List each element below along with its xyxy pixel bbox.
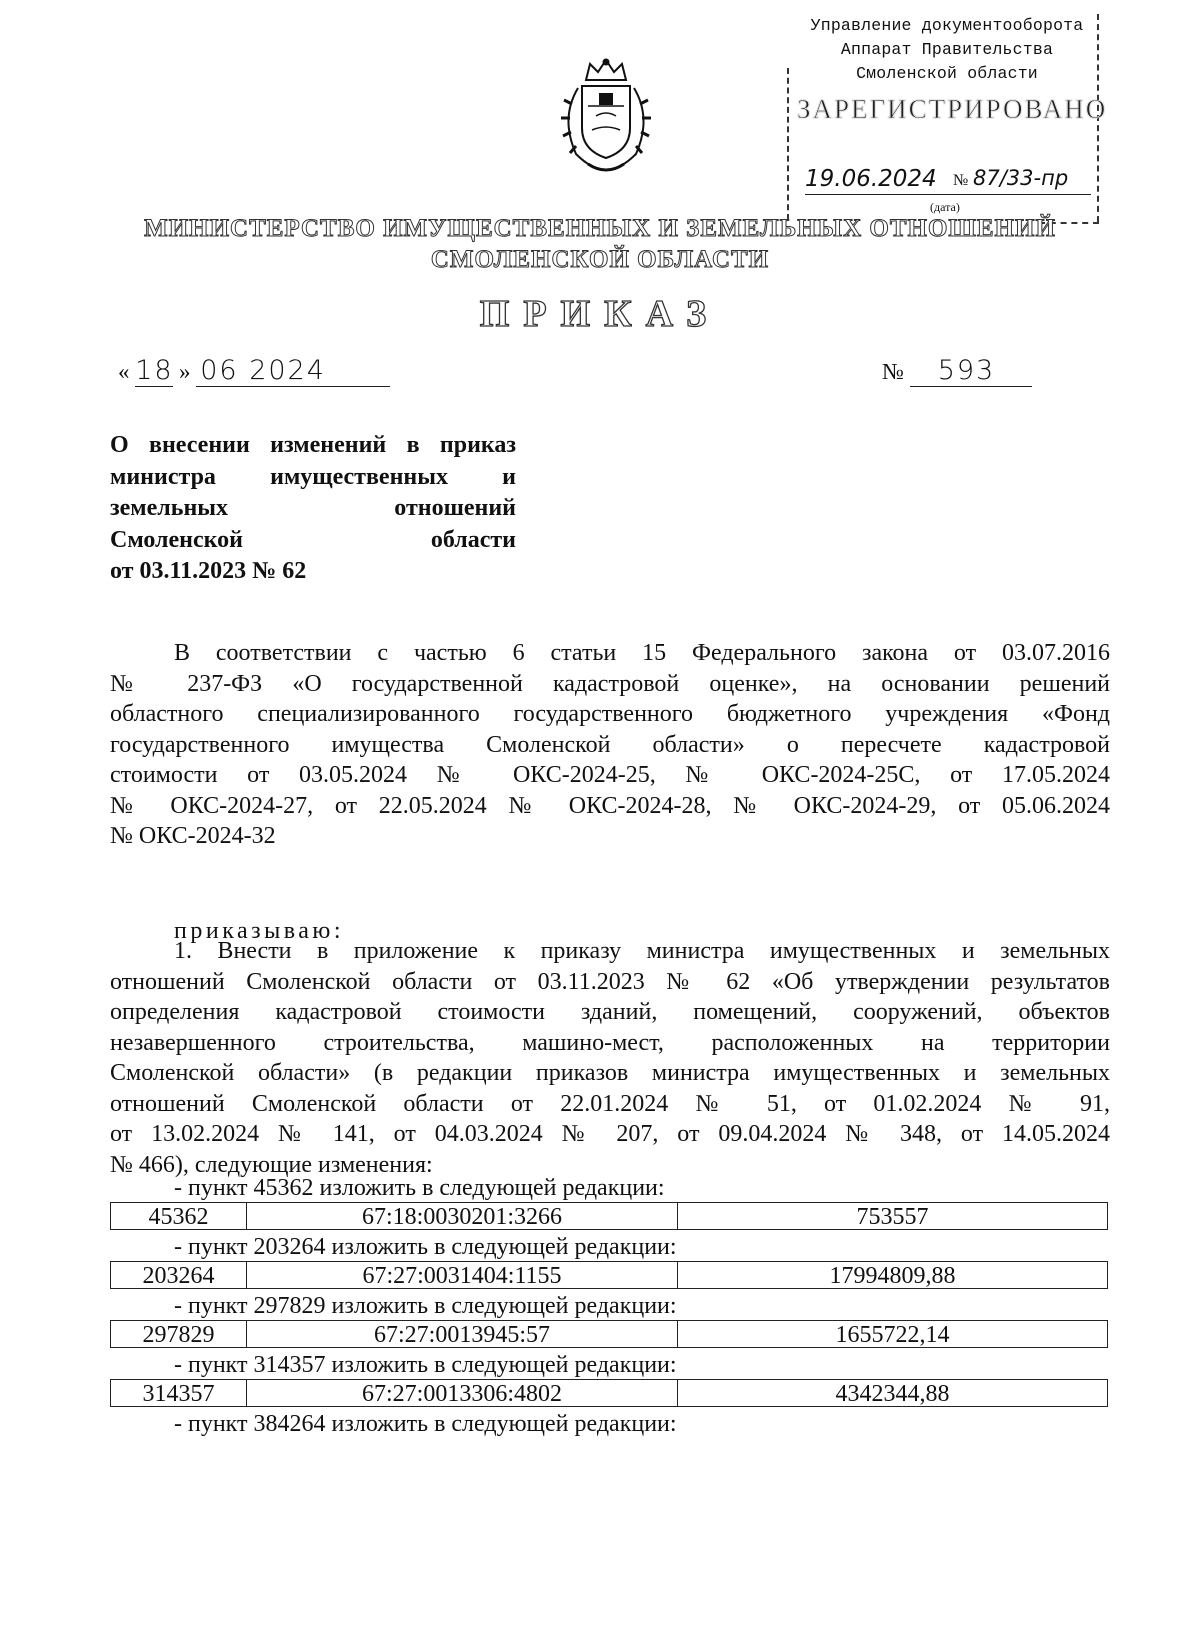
order-number — [882, 355, 1032, 387]
stamp-region: Смоленской области — [856, 64, 1038, 83]
date-close-quote: » — [179, 359, 191, 384]
amendment-intro: - пункт 203264 изложить в следующей редакции: — [174, 1234, 677, 1260]
paragraph-line: государственного имущества Смоленской области» о пересчете кадастровой — [110, 731, 1110, 758]
amendment-intro: - пункт 45362 изложить в следующей редакции: — [174, 1175, 665, 1201]
stamp-date: 19.06.2024 — [805, 166, 937, 192]
paragraph-line: Смоленской области» (в редакции приказов министра имущественных и земельных — [110, 1060, 1110, 1086]
amendment-intro: - пункт 384264 изложить в следующей редакции: — [174, 1411, 677, 1437]
amendment-table-row — [110, 1261, 1108, 1289]
stamp-date-caption: (дата) — [930, 200, 960, 214]
paragraph-line: 1. Внести в приложение к приказу министра имущественных и земельных — [174, 938, 1110, 964]
paragraph-line: определения кадастровой стоимости зданий, помещений, сооружений, объектов — [110, 999, 1110, 1025]
paragraph-line: № 237-ФЗ «О государственной кадастровой оценке», на основании решений — [110, 670, 1110, 697]
item-1-paragraph — [110, 936, 1110, 1180]
order-number-sign: № — [882, 359, 904, 384]
paragraph-line: В соответствии с частью 6 статьи 15 Федерального закона от 03.07.2016 — [174, 640, 1110, 666]
subject-line: министра имущественных и — [110, 463, 516, 490]
cadastral-value-cell: 753557 — [856, 1204, 929, 1230]
registration-stamp — [787, 10, 1108, 224]
preamble-paragraph — [110, 638, 1110, 852]
stamp-number: 87/33-пр — [973, 166, 1069, 190]
subject-line: от 03.11.2023 № 62 — [110, 558, 307, 584]
paragraph-line: отношений Смоленской области от 03.11.2023 № 62 «Об утверждении результатов — [110, 968, 1110, 995]
cadastral-value-cell: 17994809,88 — [829, 1263, 956, 1289]
order-day: 18 — [135, 355, 174, 386]
document-type-title: ПРИКАЗ — [479, 293, 721, 335]
stamp-office: Аппарат Правительства — [840, 40, 1054, 59]
paragraph-line: № ОКС-2024-27, от 22.05.2024 № ОКС-2024-28, № ОКС-2024-29, от 05.06.2024 — [110, 792, 1110, 819]
stamp-registered-label: ЗАРЕГИСТРИРОВАНО — [797, 94, 1108, 124]
coat-of-arms-emblem — [548, 58, 664, 176]
order-number-value: 593 — [910, 355, 1032, 387]
cadastral-value-cell: 1655722,14 — [835, 1322, 950, 1348]
ministry-name-line1: МИНИСТЕРСТВО ИМУЩЕСТВЕННЫХ И ЗЕМЕЛЬНЫХ ОТНОШЕНИЙ — [144, 215, 1056, 242]
cadastral-number-cell: 67:18:0030201:3266 — [247, 1203, 678, 1229]
orders-word: приказываю: — [174, 918, 345, 944]
paragraph-line: незавершенного строительства, машино-мест, расположенных на территории — [110, 1029, 1110, 1056]
stamp-department: Управление документооборота — [810, 16, 1084, 35]
item-number-cell: 314357 — [111, 1380, 247, 1406]
cadastral-number-cell: 67:27:0031404:1155 — [247, 1262, 678, 1288]
paragraph-line: № 466), следующие изменения: — [110, 1151, 433, 1178]
order-date — [118, 355, 390, 387]
subject-line: О внесении изменений в приказ — [110, 432, 516, 458]
item-number-cell: 203264 — [111, 1262, 247, 1288]
amendment-intro: - пункт 314357 изложить в следующей редакции: — [174, 1352, 677, 1378]
stamp-date-row — [805, 166, 1091, 196]
paragraph-line: от 13.02.2024 № 141, от 04.03.2024 № 207, от 09.04.2024 № 348, от 14.05.2024 — [110, 1121, 1110, 1147]
paragraph-line: отношений Смоленской области от 22.01.2024 № 51, от 01.02.2024 № 91, — [110, 1090, 1110, 1117]
subject-line: земельных отношений — [110, 495, 516, 521]
cadastral-number-cell: 67:27:0013306:4802 — [247, 1380, 678, 1406]
item-number-cell: 45362 — [111, 1203, 247, 1229]
paragraph-line: областного специализированного государственного бюджетного учреждения «Фонд — [110, 701, 1110, 727]
amendment-table-row — [110, 1379, 1108, 1407]
subject-line: Смоленской области — [110, 526, 516, 553]
order-month-year: 06 2024 — [196, 355, 390, 387]
stamp-number-sign: № — [953, 172, 969, 189]
paragraph-line: стоимости от 03.05.2024 № ОКС-2024-25, № ОКС-2024-25С, от 17.05.2024 — [110, 762, 1110, 788]
cadastral-number-cell: 67:27:0013945:57 — [247, 1321, 678, 1347]
cadastral-value-cell: 4342344,88 — [835, 1381, 950, 1407]
ministry-name-line2: СМОЛЕНСКОЙ ОБЛАСТИ — [430, 246, 770, 273]
paragraph-line: № ОКС-2024-32 — [110, 823, 276, 849]
amendment-table-row — [110, 1320, 1108, 1348]
order-subject — [110, 430, 516, 588]
amendment-table-row — [110, 1202, 1108, 1230]
item-number-cell: 297829 — [111, 1321, 247, 1347]
date-open-quote: « — [118, 359, 130, 384]
amendment-intro: - пункт 297829 изложить в следующей редакции: — [174, 1293, 677, 1319]
